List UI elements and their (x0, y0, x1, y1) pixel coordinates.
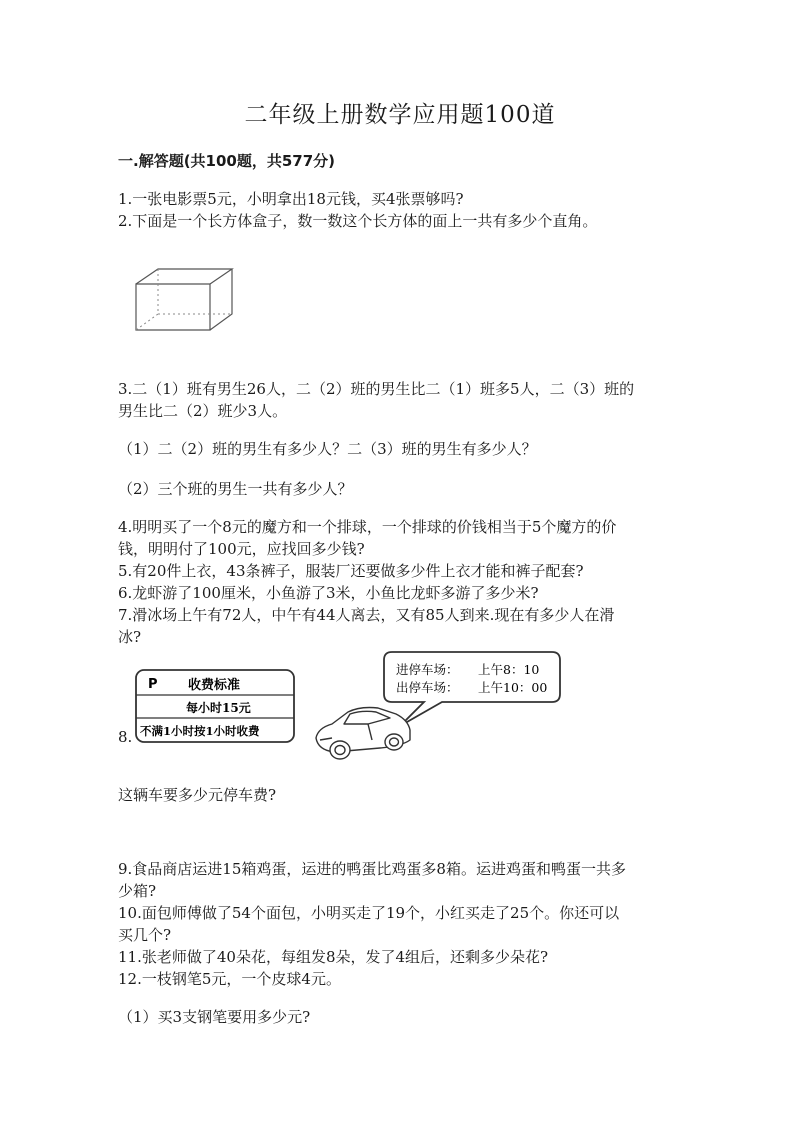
question-3-sub1: （1）二（2）班的男生有多少人？二（3）班的男生有多少人？ (118, 440, 537, 458)
question-5: 5.有20件上衣，43条裤子，服装厂还要做多少件上衣才能和裤子配套? (118, 562, 584, 580)
question-8-number: 8. (118, 728, 133, 746)
question-6: 6.龙虾游了100厘米，小鱼游了3米，小鱼比龙虾多游了多少米? (118, 584, 539, 602)
sign-header: 收费标准 (188, 678, 241, 693)
question-10-line2: 买几个? (118, 926, 172, 944)
cuboid-figure (132, 266, 240, 336)
car-illustration (310, 700, 420, 764)
question-12-sub1: （1）买3支钢笔要用多少元? (118, 1008, 311, 1026)
question-3-line1: 3.二（1）班有男生26人，二（2）班的男生比二（1）班多5人，二（3）班的 (118, 380, 635, 398)
question-9-line1: 9.食品商店运进15箱鸡蛋，运进的鸭蛋比鸡蛋多8箱。运进鸡蛋和鸭蛋一共多 (118, 860, 626, 878)
section-heading: 一.解答题(共100题，共577分) (118, 152, 336, 170)
question-8-text: 这辆车要多少元停车费? (118, 786, 277, 804)
question-4-line2: 钱，明明付了100元，应找回多少钱? (118, 540, 365, 558)
question-3-sub2: （2）三个班的男生一共有多少人？ (118, 480, 353, 498)
question-1: 1.一张电影票5元，小明拿出18元钱，买4张票够吗? (118, 190, 464, 208)
exit-label: 出停车场： (396, 680, 459, 695)
page-title: 二年级上册数学应用题100道 (244, 102, 556, 128)
sign-p-letter: P (148, 677, 158, 692)
sign-rate: 每小时15元 (186, 701, 251, 715)
sign-rule: 不满1小时按1小时收费 (140, 724, 260, 738)
question-12: 12.一枝钢笔5元，一个皮球4元。 (118, 970, 341, 988)
question-7-line2: 冰? (118, 628, 142, 646)
question-3-line2: 男生比二（2）班少3人。 (118, 402, 288, 420)
question-4-line1: 4.明明买了一个8元的魔方和一个排球，一个排球的价钱相当于5个魔方的价 (118, 518, 617, 536)
question-9-line2: 少箱? (118, 882, 157, 900)
question-10-line1: 10.面包师傅做了54个面包，小明买走了19个，小红买走了25个。你还可以 (118, 904, 620, 922)
entry-time: 上午8：10 (478, 662, 540, 677)
parking-fee-sign (134, 668, 298, 746)
exit-time: 上午10：00 (478, 680, 548, 695)
question-7-line1: 7.滑冰场上午有72人，中午有44人离去，又有85人到来.现在有多少人在滑 (118, 606, 615, 624)
question-2: 2.下面是一个长方体盒子，数一数这个长方体的面上一共有多少个直角。 (118, 212, 598, 230)
question-11: 11.张老师做了40朵花，每组发8朵，发了4组后，还剩多少朵花? (118, 948, 549, 966)
entry-label: 进停车场： (396, 662, 459, 677)
